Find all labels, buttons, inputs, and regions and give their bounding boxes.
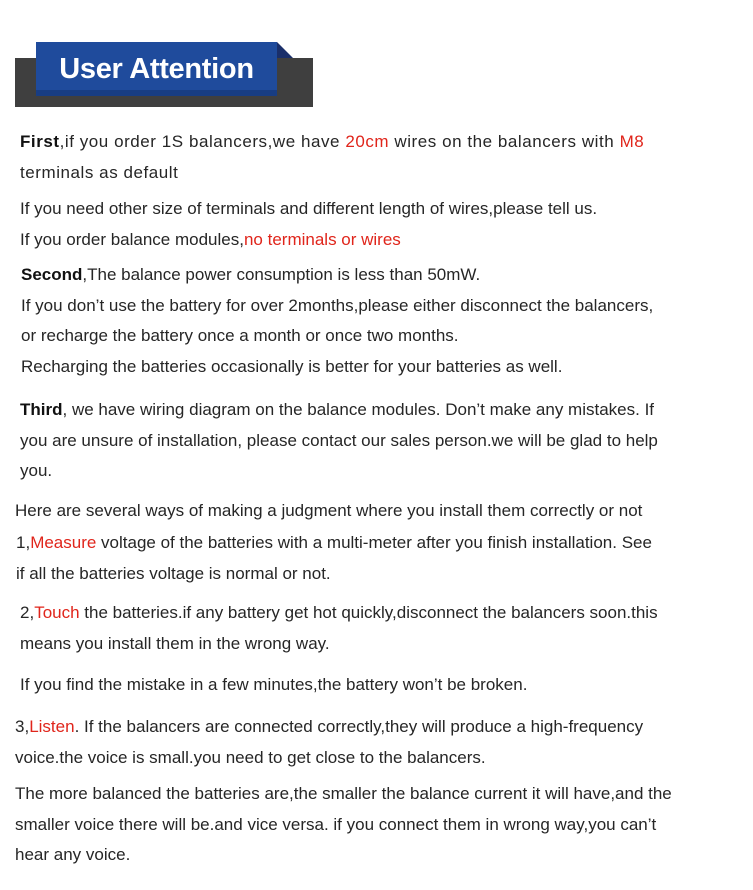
third-line-3: you.	[20, 461, 53, 480]
judgment-intro-text: Here are several ways of making a judgment where you install them correctly or not	[15, 501, 643, 520]
banner-title: User Attention	[59, 53, 254, 85]
second-paragraph	[21, 260, 653, 382]
final-paragraph	[15, 779, 672, 871]
third-line-1: , we have wiring diagram on the balance modules. Don’t make any mistakes. If	[62, 400, 655, 419]
final-line-2: smaller voice there will be.and vice versa. if you connect them in wrong way,you can’t	[15, 814, 657, 834]
no-terminals-note: no terminals or wires	[243, 229, 401, 249]
section-banner	[15, 42, 313, 107]
touch-note	[20, 670, 527, 701]
terminal-type: M8	[619, 132, 645, 151]
measure-keyword: Measure	[30, 533, 97, 552]
first-more-paragraph	[20, 194, 597, 255]
judgment-intro	[15, 496, 642, 527]
touch-prefix: 2,	[20, 603, 35, 622]
second-line-1: ,The balance power consumption is less than 50mW.	[82, 265, 481, 284]
measure-prefix: 1,	[16, 533, 31, 552]
measure-line-2: if all the batteries voltage is normal or not.	[16, 563, 331, 583]
third-paragraph	[20, 395, 658, 487]
second-line-4: Recharging the batteries occasionally is better for your batteries as well.	[21, 356, 563, 376]
first-text-2: wires on the balancers with	[389, 132, 620, 151]
listen-line-2: voice.the voice is small.you need to get close to the balancers.	[15, 747, 486, 767]
listen-paragraph	[15, 712, 643, 773]
touch-keyword: Touch	[34, 603, 80, 622]
first-text-1: ,if you order 1S balancers,we have	[59, 132, 346, 151]
measure-line-1: voltage of the batteries with a multi-meter after you finish installation. See	[96, 533, 652, 552]
third-line-2: you are unsure of installation, please contact our sales person.we will be glad to help	[20, 430, 658, 450]
second-line-3: or recharge the battery once a month or once two months.	[21, 326, 459, 345]
listen-line-1: . If the balancers are connected correctly,they will produce a high-frequency	[74, 717, 644, 736]
second-label: Second	[21, 265, 83, 284]
second-line-2: If you don’t use the battery for over 2months,please either disconnect the balancers,	[21, 295, 654, 315]
banner-box	[36, 42, 277, 96]
first-more-line-1: If you need other size of terminals and different length of wires,please tell us.	[20, 199, 598, 218]
third-label: Third	[20, 400, 63, 419]
first-more-line-2: If you order balance modules,	[20, 229, 244, 249]
first-text-3: terminals as default	[20, 162, 179, 182]
touch-paragraph	[20, 598, 658, 659]
touch-line-1: the batteries.if any battery get hot quickly,disconnect the balancers soon.this	[79, 603, 658, 622]
banner-fold	[277, 42, 293, 58]
first-paragraph	[20, 127, 644, 188]
touch-line-2: means you install them in the wrong way.	[20, 633, 330, 653]
final-line-3: hear any voice.	[15, 845, 131, 864]
listen-prefix: 3,	[15, 717, 30, 736]
listen-keyword: Listen	[29, 717, 75, 736]
wire-length: 20cm	[345, 132, 390, 151]
final-line-1: The more balanced the batteries are,the smaller the balance current it will have,and the	[15, 784, 672, 803]
first-label: First	[20, 132, 60, 151]
touch-note-text: If you find the mistake in a few minutes,the battery won’t be broken.	[20, 675, 528, 694]
measure-paragraph	[16, 528, 652, 589]
